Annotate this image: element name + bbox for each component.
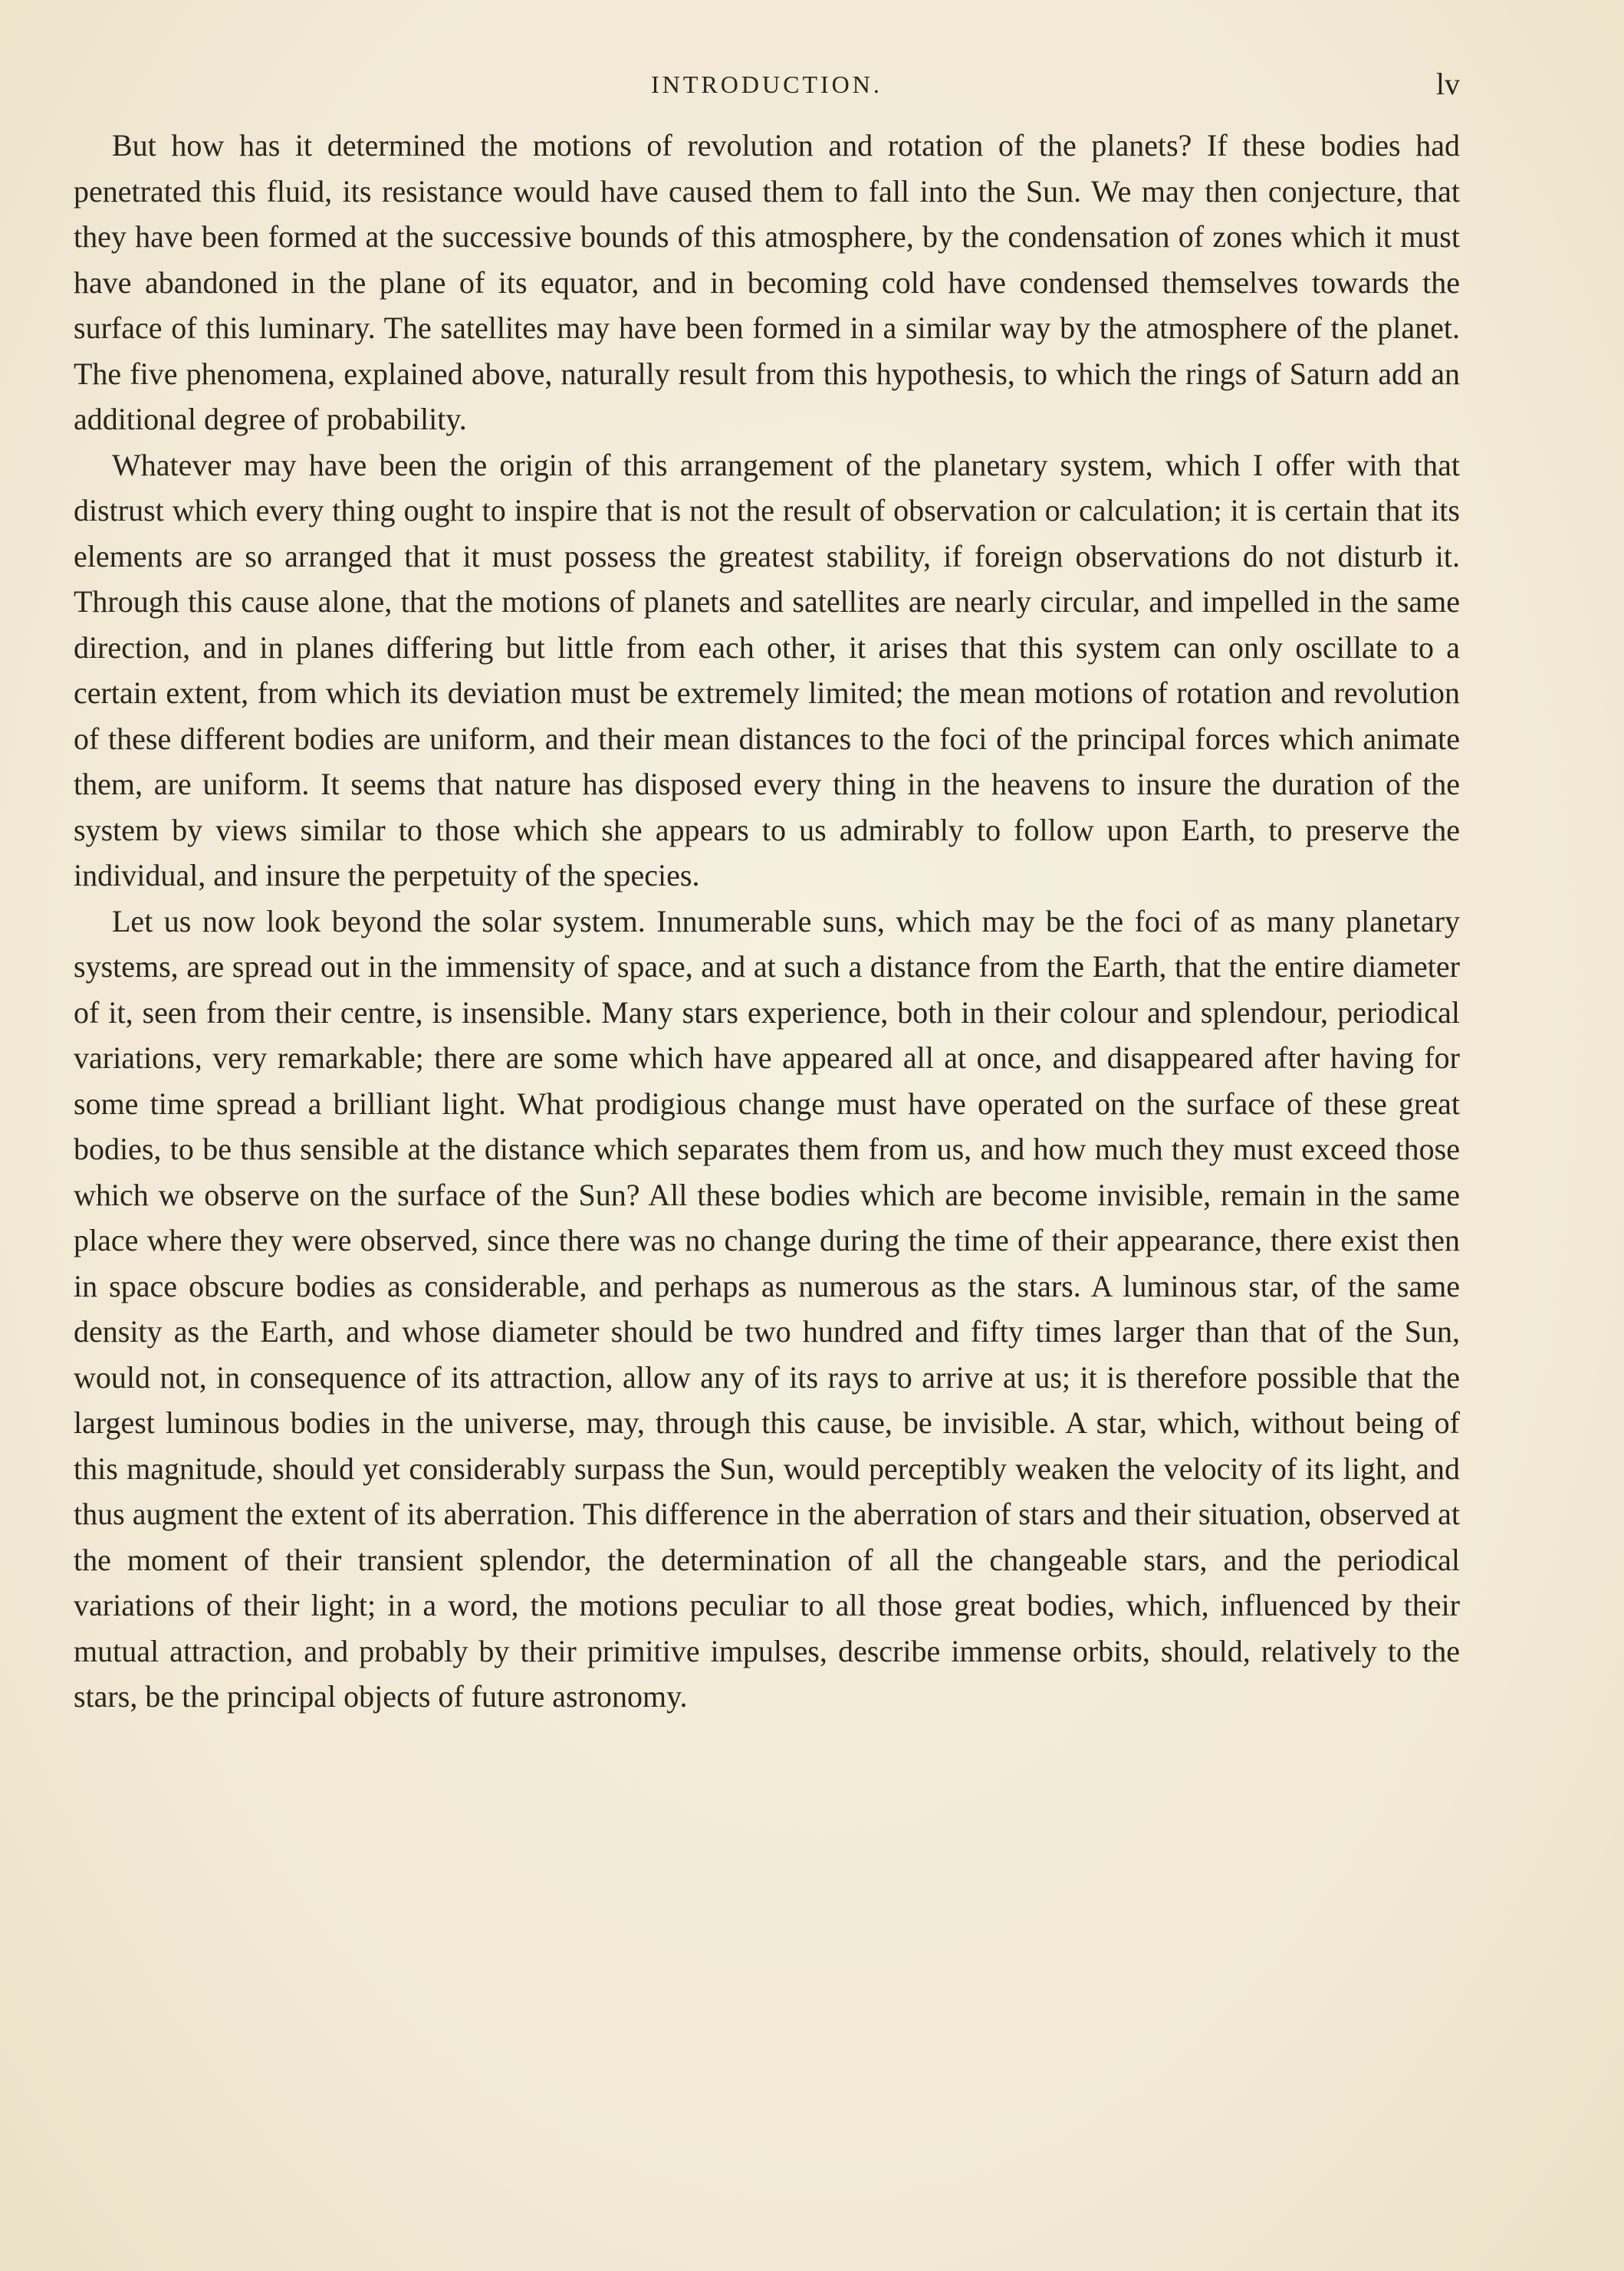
- page-number: lv: [1435, 67, 1460, 101]
- paragraph-system-stability: Whatever may have been the origin of this arrangement of the planetary system, which I offer with that distrust which every thing ought to inspire that is not the result of observation or calculation; it is certain that its elements are so arranged that it must possess the greatest stability, if foreign observations do not disturb it. Through this cause alone, that the motions of planets and satellites are nearly circular, and impelled in the same direction, and in planes differing but little from each other, it arises that this system can only oscillate to a certain extent, from which its deviation must be extremely limited; the mean motions of rotation and revolution of these different bodies are uniform, and their mean distances to the foci of the principal forces which animate them, are uniform. It seems that nature has disposed every thing in the heavens to insure the duration of the system by views similar to those which she appears to us admirably to follow upon Earth, to preserve the individual, and insure the perpetuity of the species.: [74, 447, 1460, 892]
- paragraph-planetary-formation: But how has it determined the motions of revolution and rotation of the planets? If these bodies had penetrated this fluid, its resistance would have caused them to fall into the Sun. We may then conjecture, that they have been formed at the successive bounds of this atmosphere, by the condensation of zones which it must have abandoned in the plane of its equator, and in becoming cold have condensed themselves towards the surface of this luminary. The satellites may have been formed in a similar way by the atmosphere of the planet. The five phenomena, explained above, naturally result from this hypothesis, to which the rings of Saturn add an additional degree of probability.: [74, 128, 1460, 436]
- body-text: [74, 123, 1460, 1720]
- running-title: INTRODUCTION.: [651, 71, 883, 98]
- paragraph-beyond-solar-system: Let us now look beyond the solar system. Innumerable suns, which may be the foci of as many planetary systems, are spread out in the immensity of space, and at such a distance from the Earth, that the entire diameter of it, seen from their centre, is insensible. Many stars experience, both in their colour and splendour, periodical variations, very remarkable; there are some which have appeared all at once, and disappeared after having for some time spread a brilliant light. What prodigious change must have operated on the surface of these great bodies, to be thus sensible at the distance which separates them from us, and how much they must exceed those which we observe on the surface of the Sun? All these bodies which are become invisible, remain in the same place where they were observed, since there was no change during the time of their appearance, there exist then in space obscure bodies as considerable, and perhaps as numerous as the stars. A luminous star, of the same density as the Earth, and whose diameter should be two hundred and fifty times larger than that of the Sun, would not, in consequence of its attraction, allow any of its rays to arrive at us; it is therefore possible that the largest luminous bodies in the universe, may, through this cause, be invisible. A star, which, without being of this magnitude, should yet considerably surpass the Sun, would perceptibly weaken the velocity of its light, and thus augment the extent of its aberration. This difference in the aberration of stars and their situation, observed at the moment of their transient splendor, the determination of all the changeable stars, and the periodical variations of their light; in a word, the motions peculiar to all those great bodies, which, influenced by their mutual attraction, and probably by their primitive impulses, describe immense orbits, should, relatively to the stars, be the principal objects of future astronomy.: [74, 903, 1460, 1714]
- running-header: [74, 67, 1460, 117]
